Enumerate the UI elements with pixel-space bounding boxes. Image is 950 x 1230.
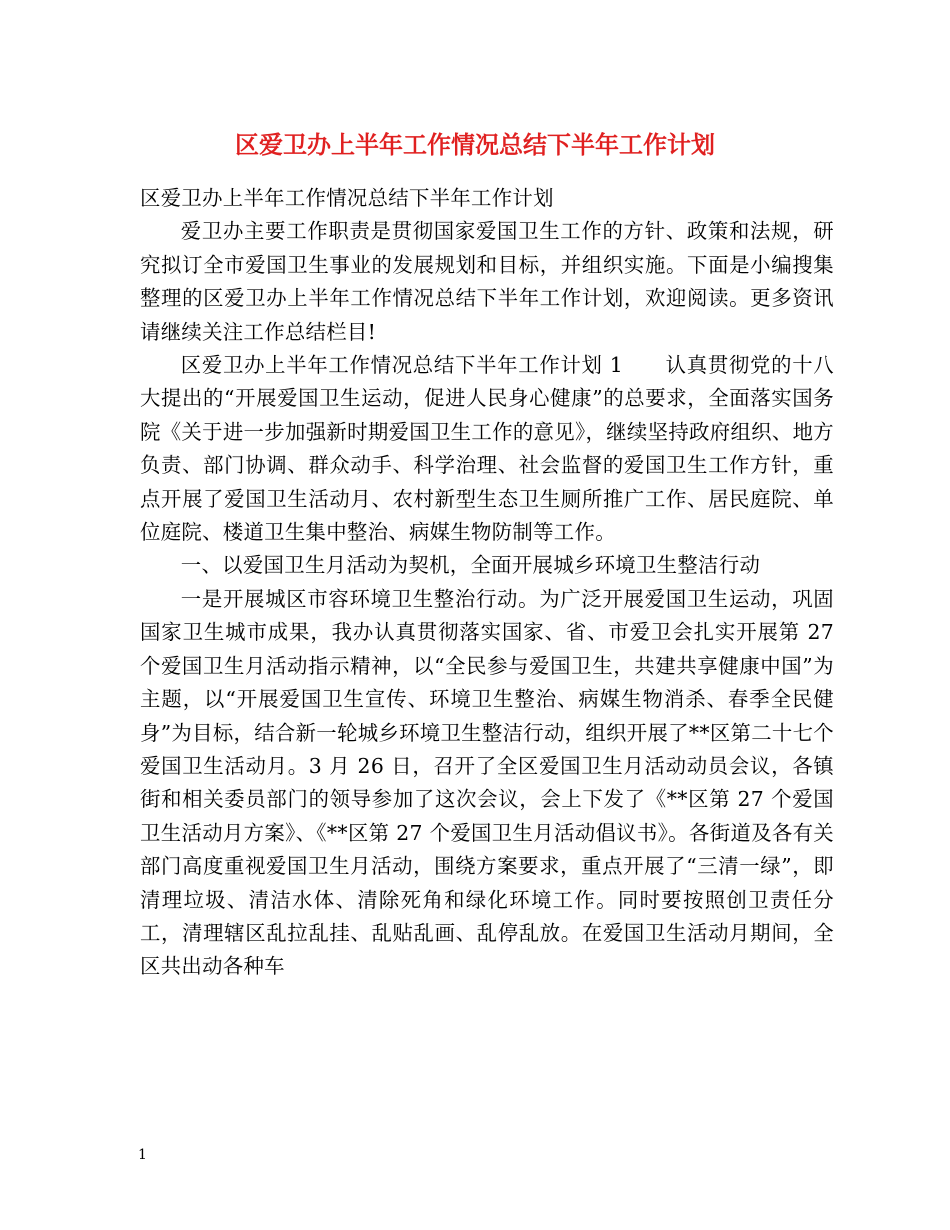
document-body xyxy=(140,182,834,984)
section-heading-1: 一、以爱国卫生月活动为契机，全面开展城乡环境卫生整洁行动 xyxy=(180,553,761,578)
paragraph-plan-1: 区爱卫办上半年工作情况总结下半年工作计划 1 认真贯彻党的十八大提出的“开展爱国卫生运动，促进人民身心健康”的总要求，全面落实国务院《关于进一步加强新时期爱国卫生工作的意见》，继续坚持政府组织、地方负责、部门协调、群众动手、科学治理、社会监督的爱国卫生工作方针，重点开展了爱国卫生活动月、农村新型生态卫生厕所推广工作、居民庭院、单位庭院、楼道卫生集中整治、病媒生物防制等工作。 xyxy=(140,353,834,545)
subtitle-line: 区爱卫办上半年工作情况总结下半年工作计划 xyxy=(140,186,554,210)
paragraph-section-1: 一是开展城区市容环境卫生整治行动。为广泛开展爱国卫生运动，巩固国家卫生城市成果，我办认真贯彻落实国家、省、市爱卫会扎实开展第 27 个爱国卫生月活动指示精神，以“全民参与爱国卫生，共建共享健康中国”为主题，以“开展爱国卫生宣传、环境卫生整治、病媒生物消杀、春季全民健身”为目标，结合新一轮城乡环境卫生整洁行动，组织开展了**区第二十七个爱国卫生活动月。3 月 26 日，召开了全区爱国卫生月活动动员会议，各镇街和相关委员部门的领导参加了这次会议，会上下发了《**区第 27 个爱国卫生活动月方案》、《**区第 27 个爱国卫生月活动倡议书》。各街道及各有关部门高度重视爱国卫生月活动，围绕方案要求，重点开展了“三清一绿”，即清理垃圾、清洁水体、清除死角和绿化环境工作。同时要按照创卫责任分工，清理辖区乱拉乱挂、乱贴乱画、乱停乱放。在爱国卫生活动月期间，全区共出动各种车 xyxy=(140,586,834,979)
page-number: 1 xyxy=(138,1147,147,1163)
paragraph-intro: 爱卫办主要工作职责是贯彻国家爱国卫生工作的方针、政策和法规，研究拟订全市爱国卫生事业的发展规划和目标，并组织实施。下面是小编搜集整理的区爱卫办上半年工作情况总结下半年工作计划，欢迎阅读。更多资讯请继续关注工作总结栏目! xyxy=(140,219,834,344)
document-title: 区爱卫办上半年工作情况总结下半年工作计划 xyxy=(235,131,715,159)
